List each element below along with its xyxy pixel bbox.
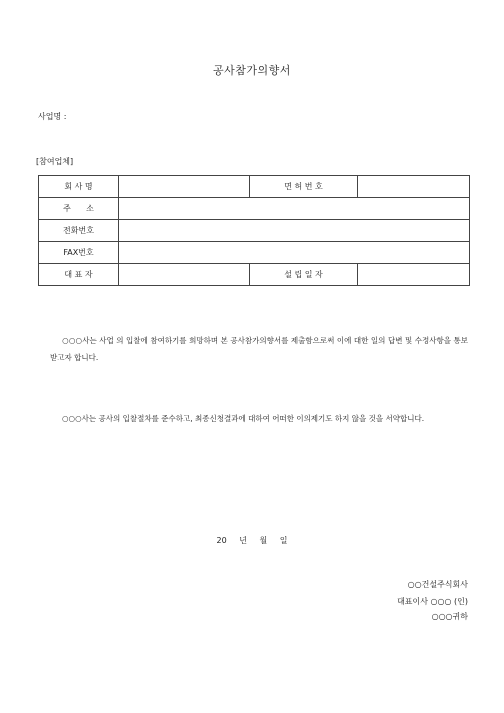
table-row [39,242,470,264]
representative-label: 대 표 자 [39,264,119,286]
intent-paragraph-text: ○○○사는 사업 의 입찰에 참여하기를 희망하며 본 공사참가의향서를 제출함으로써 이에 대한 일의 답변 및 수정사항을 통보 받고자 합니다. [50,336,468,362]
representative-signature: 대표이사 ○○○ (인) [397,597,468,606]
license-number-label: 면 허 번 호 [250,176,358,198]
license-number-value [358,176,470,198]
company-signature: ○○건설주식회사 [407,580,468,589]
pledge-paragraph-text: ○○○사는 공사의 입찰절차를 준수하고, 최종신청결과에 대하여 어떠한 이의제기도 하지 않을 것을 서약합니다. [62,414,425,423]
address-value [119,198,470,220]
address-label-text: 주 소 [63,204,94,213]
table-row [39,264,470,286]
participant-section-label: [참여업체] [36,157,74,166]
table-row [39,198,470,220]
phone-value [119,220,470,242]
project-name-label: 사업명 : [38,112,67,121]
fax-value [119,242,470,264]
participant-info-table [38,175,470,286]
company-name-value [119,176,250,198]
phone-label: 전화번호 [39,220,119,242]
table-row [39,220,470,242]
company-name-label: 회 사 명 [39,176,119,198]
table-row [39,176,470,198]
recipient-line: ○○○귀하 [431,612,468,621]
address-label [39,198,119,220]
pledge-paragraph [50,410,468,427]
document-title: 공사참가의향서 [213,64,291,77]
date-line: 20 년 월 일 [216,536,288,545]
intent-paragraph [50,332,468,366]
founding-date-label: 설 립 일 자 [250,264,358,286]
representative-value [119,264,250,286]
fax-label: FAX번호 [39,242,119,264]
founding-date-value [358,264,470,286]
